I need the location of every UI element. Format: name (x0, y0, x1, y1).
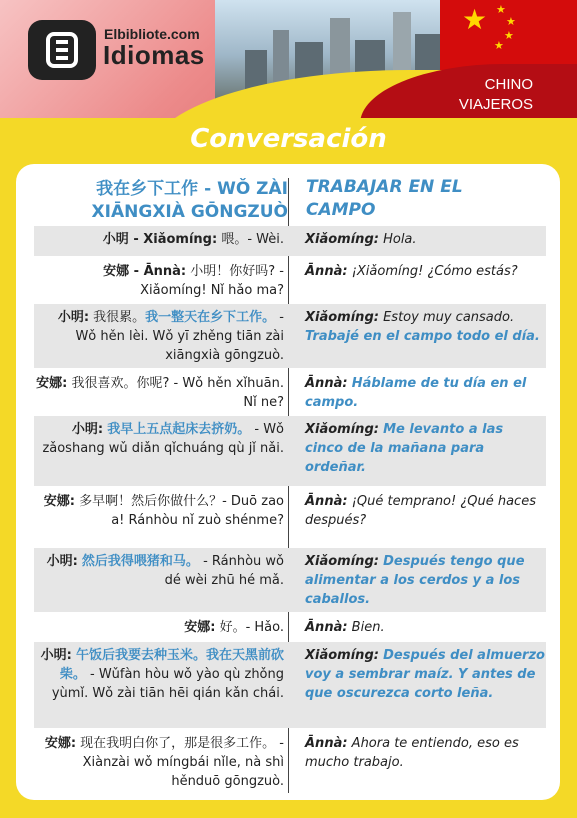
line-text: 我很喜欢。你呢? - Wǒ hěn xǐhuān. Nǐ ne? (67, 376, 284, 410)
dialogue-row (34, 304, 546, 368)
line-text: 喂。- Wèi. (217, 232, 284, 247)
china-flag-image: ★ ★ ★ ★ ★ (440, 0, 577, 118)
highlight-text: Después del almuerzo voy a sembrar maíz. Y antes de que oscurezca corto leña. (305, 648, 545, 701)
chinese-line (34, 374, 286, 412)
page-title: Conversación (190, 124, 387, 154)
highlight-text: Después tengo que alimentar a los cerdos y a los caballos. (305, 554, 525, 607)
line-text: 我很累。 (89, 310, 146, 325)
chinese-line (34, 230, 286, 249)
chinese-line (34, 734, 286, 791)
spanish-line (305, 734, 545, 772)
dialogue-row (34, 370, 546, 414)
line-text: 小明！你好吗? - Xiǎomíng! Nǐ hǎo ma? (140, 264, 284, 298)
speaker-label: 小明: (46, 554, 78, 569)
spanish-heading: TRABAJAR EN EL CAMPO (306, 177, 463, 220)
spanish-line (305, 308, 545, 346)
line-text: ¡Xiǎomíng! ¿Cómo estás? (347, 264, 518, 279)
line-text: - Ránhòu wǒ dé wèi zhū hé mǎ. (164, 554, 284, 588)
speaker-label: 小明: (57, 310, 90, 325)
speaker-label: 安娜: (44, 736, 77, 751)
line-text: Bien. (347, 620, 385, 635)
speaker-label: Xiǎomíng: (305, 648, 379, 663)
line-text: Ahora te entiendo, eso es mucho trabajo. (305, 736, 519, 770)
chinese-line (34, 492, 286, 530)
spanish-line (305, 552, 545, 609)
line-text: - Wǔfàn hòu wǒ yào qù zhǒng yùmǐ. Wǒ zài tiān hēi qián kǎn chái. (51, 667, 284, 701)
line-text: Estoy muy cansado. (378, 310, 515, 325)
chinese-line (34, 552, 286, 590)
highlight-text: Trabajé en el campo todo el día. (305, 329, 540, 344)
speaker-label: 安娜: (36, 376, 68, 391)
spanish-line (305, 646, 545, 703)
spanish-line (305, 618, 545, 637)
brand-site: Elbibliote.com (104, 26, 200, 42)
spanish-line (305, 492, 545, 530)
spanish-line (305, 262, 545, 281)
speaker-label: 安娜 - Ānnà: (103, 264, 187, 279)
logo-icon (28, 20, 96, 80)
spanish-line (305, 374, 545, 412)
line-text: ¡Qué temprano! ¿Qué haces después? (305, 494, 536, 528)
chinese-line (34, 262, 286, 300)
speaker-label: 小明: (40, 648, 72, 663)
speaker-label: Xiǎomíng: (305, 232, 379, 247)
highlight-text: Háblame de tu día en el campo. (305, 376, 527, 410)
highlight-text: 我早上五点起床去挤奶。 (107, 422, 251, 437)
conversation-card (16, 164, 560, 800)
category-tag: VIAJEROS (458, 96, 533, 113)
line-text: 好。- Hǎo. (215, 620, 284, 635)
line-text: - Wǒ zǎoshang wǔ diǎn qǐchuáng qù jǐ nǎi. (42, 422, 284, 456)
chinese-line (34, 646, 286, 703)
speaker-label: Ānnà: (305, 264, 348, 279)
line-text: Hola. (378, 232, 417, 247)
spanish-line (305, 420, 545, 477)
speaker-label: Ānnà: (305, 736, 348, 751)
chinese-line (34, 618, 286, 637)
speaker-label: 安娜: (43, 494, 75, 509)
dialogue-row (34, 488, 546, 544)
speaker-label: Xiǎomíng: (305, 422, 379, 437)
dialogue-row (34, 730, 546, 790)
speaker-label: Ānnà: (305, 494, 348, 509)
chinese-line (34, 308, 286, 365)
dialogue-row (34, 614, 546, 640)
highlight-text: 我一整天在乡下工作。 (145, 310, 276, 325)
dialogue-row (34, 548, 546, 612)
speaker-label: Xiǎomíng: (305, 310, 379, 325)
speaker-label: Ānnà: (305, 376, 348, 391)
dialogue-row (34, 642, 546, 728)
header-banner (0, 0, 577, 118)
speaker-label: Ānnà: (305, 620, 348, 635)
spanish-line (305, 230, 545, 249)
speaker-label: 小明: (71, 422, 104, 437)
speaker-label: 安娜: (184, 620, 216, 635)
line-text: 现在我明白你了，那是很多工作。 - Xiànzài wǒ míngbái nǐle, nà shì hěnduō gōngzuò. (76, 736, 284, 789)
language-tag: CHINO (484, 76, 533, 93)
speaker-label: Xiǎomíng: (305, 554, 379, 569)
dialogue-row (34, 226, 546, 256)
highlight-text: 午饭后我要去种玉米。我在天黑前砍柴。 (59, 648, 284, 682)
line-text: - Wǒ hěn lèi. Wǒ yī zhěng tiān zài xiāngxià gōngzuò. (75, 310, 284, 363)
brand-name: Idiomas (103, 40, 205, 70)
dialogue-row (34, 416, 546, 486)
chinese-heading: 我在乡下工作 - WǑ ZÀI XIĀNGXIÀ GŌNGZUÒ (91, 179, 288, 222)
line-text: 多早啊！然后你做什么？- Duō zao a! Ránhòu nǐ zuò shénme? (74, 494, 284, 528)
highlight-text: 然后我得喂猪和马。 (81, 554, 199, 569)
dialogue-row (34, 258, 546, 302)
chinese-line (34, 420, 286, 458)
speaker-label: 小明 - Xiǎomíng: (102, 232, 218, 247)
highlight-text: Me levanto a las cinco de la mañana para ordeñar. (305, 422, 504, 475)
